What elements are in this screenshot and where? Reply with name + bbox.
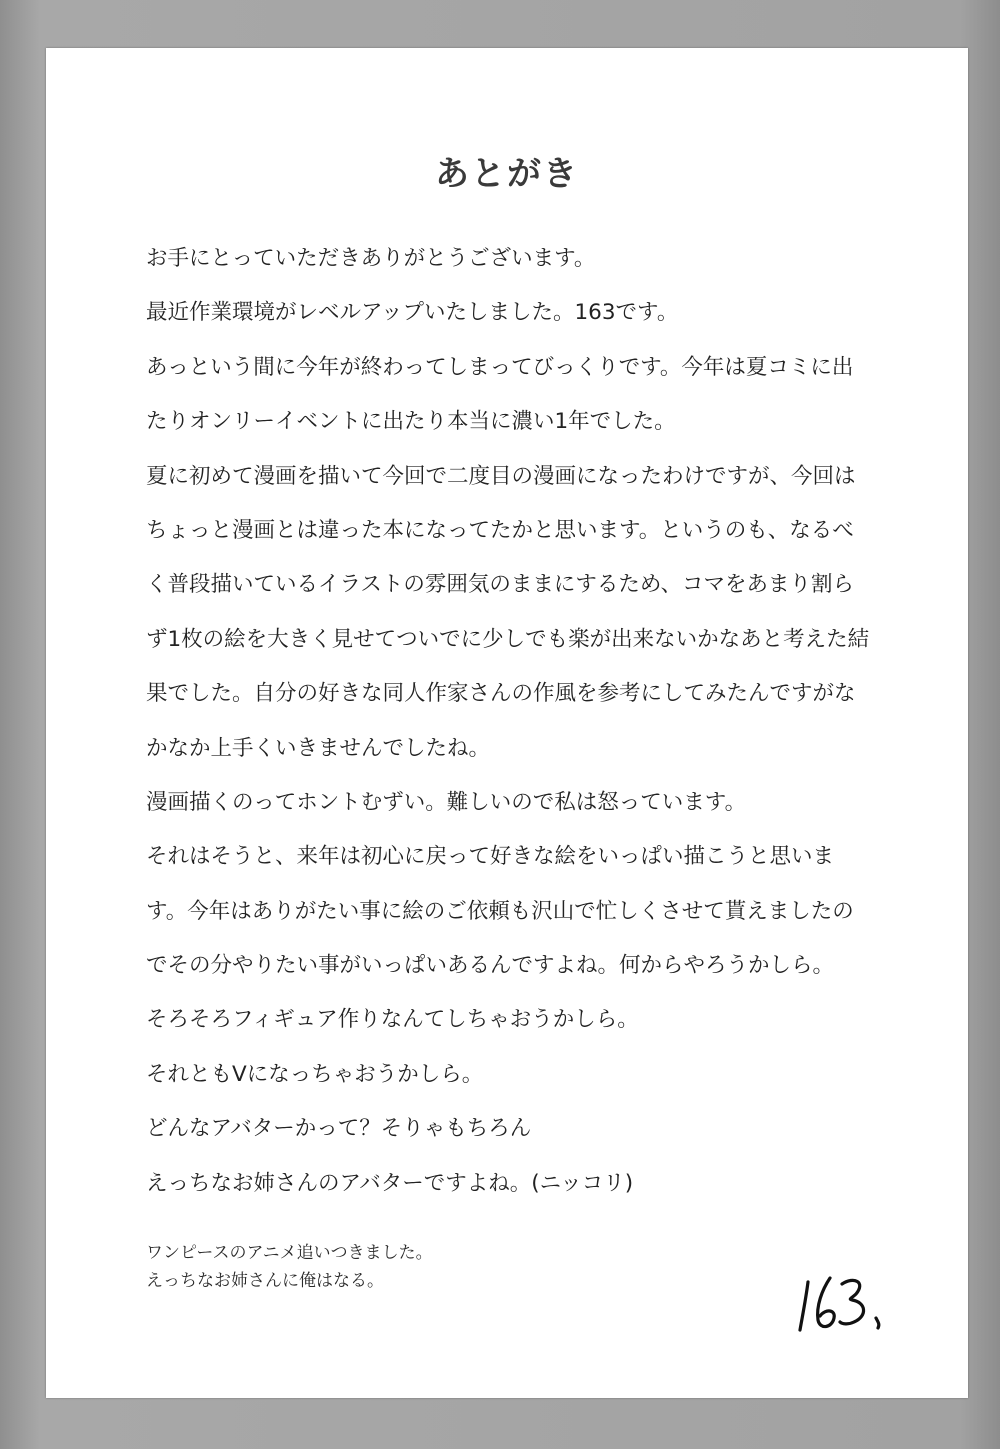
body-line: お手にとっていただきありがとうございます。 [146,246,596,271]
page-title: あとがき [435,154,579,194]
author-signature [796,1268,896,1338]
afterword-body [146,241,906,1220]
body-line: でその分やりたい事がいっぱいあるんですよね。何からやろうかしら。 [146,953,835,979]
body-line: す。今年はありがたい事に絵のご依頼も沢山で忙しくさせて貰えましたの [146,898,854,924]
body-line: 果でした。自分の好きな同人作家さんの作風を参考にしてみたんですがな [146,681,856,707]
body-line: かなか上手くいきませんでしたね。 [146,735,491,761]
postscript-line: ワンピースのアニメ追いつきました。 [146,1243,433,1263]
body-line: ちょっと漫画とは違った本になってたかと思います。というのも、なるべ [146,517,854,543]
postscript-note [146,1239,566,1295]
body-line: 夏に初めて漫画を描いて今回で二度目の漫画になったわけですが、今回は [146,463,856,489]
body-line: どんなアバターかって？そりゃもちろん [146,1116,532,1142]
body-line: 最近作業環境がレベルアップいたしました。163です。 [146,300,679,326]
body-line: それはそうと、来年は初心に戻って好きな絵をいっぱい描こうと思いま [146,844,835,870]
afterword-page [46,48,968,1398]
postscript-line: えっちなお姉さんに俺はなる。 [146,1271,384,1291]
body-line: それともVになっちゃおうかしら。 [146,1061,484,1087]
body-line: あっという間に今年が終わってしまってびっくりです。今年は夏コミに出 [146,354,854,380]
body-line: く普段描いているイラストの雰囲気のままにするため、コマをあまり割ら [146,572,854,598]
body-line: ず1枚の絵を大きく見せてついでに少しでも楽が出来ないかなあと考えた結 [146,626,870,652]
body-line: たりオンリーイベントに出たり本当に濃い1年でした。 [146,409,676,435]
body-line: えっちなお姉さんのアバターですよね。(ニッコリ) [146,1170,634,1196]
body-line: 漫画描くのってホントむずい。難しいので私は怒っています。 [146,789,747,815]
body-line: そろそろフィギュア作りなんてしちゃおうかしら。 [146,1007,639,1033]
